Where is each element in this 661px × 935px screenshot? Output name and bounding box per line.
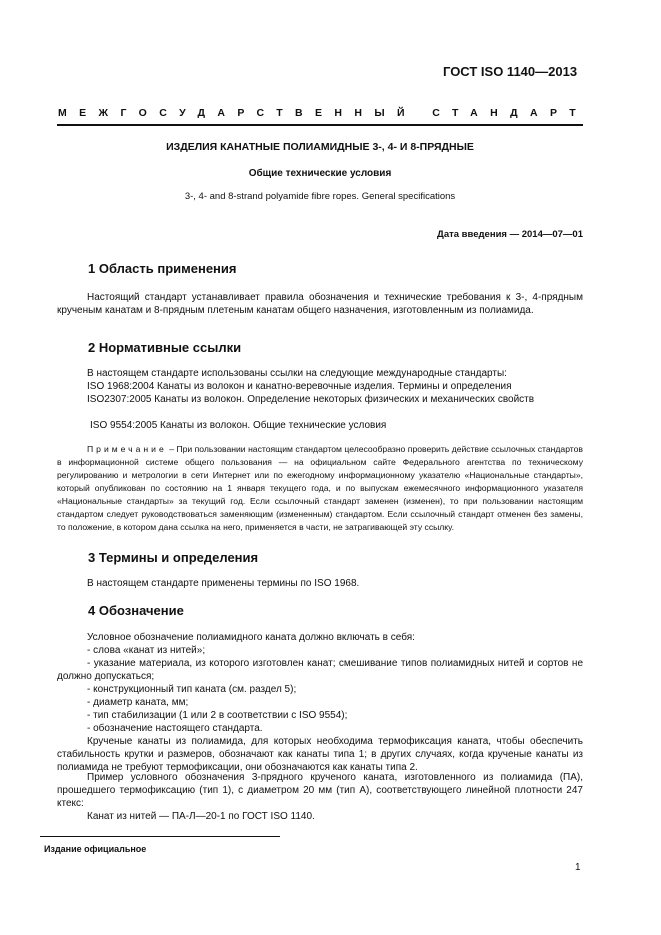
official-edition-label: Издание официальное — [44, 844, 147, 854]
note-label: Примечание — [87, 444, 167, 454]
section-4-paragraph-type: Крученые канаты из полиамида, для которых необходима термофиксация каната, чтобы обеспечить стабильность крутки и размеров, обозначают как канаты типа 1; в других случаях, когда крученые канаты из полиамида не требуют термофиксации, они обозначаются как канаты типа 2. — [57, 736, 583, 773]
section-3-heading: 3 Термины и определения — [88, 550, 259, 565]
interstate-standard-label: МЕЖГОСУДАРСТВЕННЫЙ СТАНДАРТ — [58, 107, 589, 119]
designation-example: Канат из нитей — ПА-Л—20-1 по ГОСТ ISO 1140. — [87, 811, 315, 822]
document-subtitle: Общие технические условия — [248, 168, 392, 179]
document-code: ГОСТ ISO 1140—2013 — [443, 64, 578, 79]
footer-rule — [40, 836, 280, 837]
english-title: 3-, 4- and 8-strand polyamide fibre ropes. General specifications — [184, 191, 456, 202]
section-4-heading: 4 Обозначение — [88, 603, 184, 618]
designation-item: - тип стабилизации (1 или 2 в соответствии с ISO 9554); — [87, 710, 348, 721]
reference-iso-1968: ISO 1968:2004 Канаты из волокон и канатно-веревочные изделия. Термины и определения — [87, 381, 512, 392]
page-number: 1 — [575, 862, 581, 873]
section-2-note — [57, 443, 583, 534]
reference-iso-2307: ISO2307:2005 Канаты из волокон. Определение некоторых физических и механических свойств — [87, 394, 535, 405]
section-3-text: В настоящем стандарте применены термины по ISO 1968. — [87, 578, 360, 589]
designation-item: - указание материала, из которого изготовлен канат; смешивание типов полиамидных нитей и сортов не должно допускаться; — [57, 658, 583, 682]
designation-item: - диаметр каната, мм; — [87, 697, 189, 708]
designation-item: - слова «канат из нитей»; — [87, 645, 206, 656]
section-2-lead: В настоящем стандарте использованы ссылки на следующие международные стандарты: — [87, 368, 507, 379]
reference-iso-9554: ISO 9554:2005 Канаты из волокон. Общие технические условия — [90, 420, 387, 431]
document-title: ИЗДЕЛИЯ КАНАТНЫЕ ПОЛИАМИДНЫЕ 3-, 4- И 8-ПРЯДНЫЕ — [166, 141, 474, 153]
note-text: – При пользовании настоящим стандартом целесообразно проверить действие ссылочных стандартов в информационной системе общего пользования — на официальном сайте Федерального агентства по техническому регулированию и метрологии в сети Интернет или по ежегодному информационному указателю «Национальные стандарты», который опубликован по состоянию на 1 января текущего года, и по выпускам ежемесячного информационного указателя «Национальные стандарты» за текущий год. Если ссылочный стандарт заменен (изменен), то при пользовании настоящим стандартом следует руководствоваться заменяющим (измененным) стандартом. Если ссылочный стандарт отменен без замены, то положение, в котором дана ссылка на него, применяется в части, не затрагивающей эту ссылку. — [57, 444, 583, 532]
designation-item: - конструкционный тип каната (см. раздел 5); — [87, 684, 297, 695]
introduction-date: Дата введения — 2014—07—01 — [437, 229, 583, 240]
section-2-heading: 2 Нормативные ссылки — [88, 340, 242, 355]
section-1-heading: 1 Область применения — [88, 261, 237, 276]
header-rule — [57, 124, 583, 126]
designation-item: - обозначение настоящего стандарта. — [87, 723, 263, 734]
section-4-paragraph-example: Пример условного обозначения 3-прядного крученого каната, изготовленного из полиамида (ПА), прошедшего термофиксацию (тип 1), с диаметром 20 мм (тип А), соответствующего линейной плотности 247 ктекс: — [57, 772, 583, 809]
section-4-lead: Условное обозначение полиамидного каната должно включать в себя: — [87, 632, 415, 643]
section-1-text: Настоящий стандарт устанавливает правила обозначения и технические требования к 3-, 4-прядным крученым канатам и 8-прядным плетеным канатам общего назначения, изготовленным из полиамида. — [57, 292, 583, 316]
